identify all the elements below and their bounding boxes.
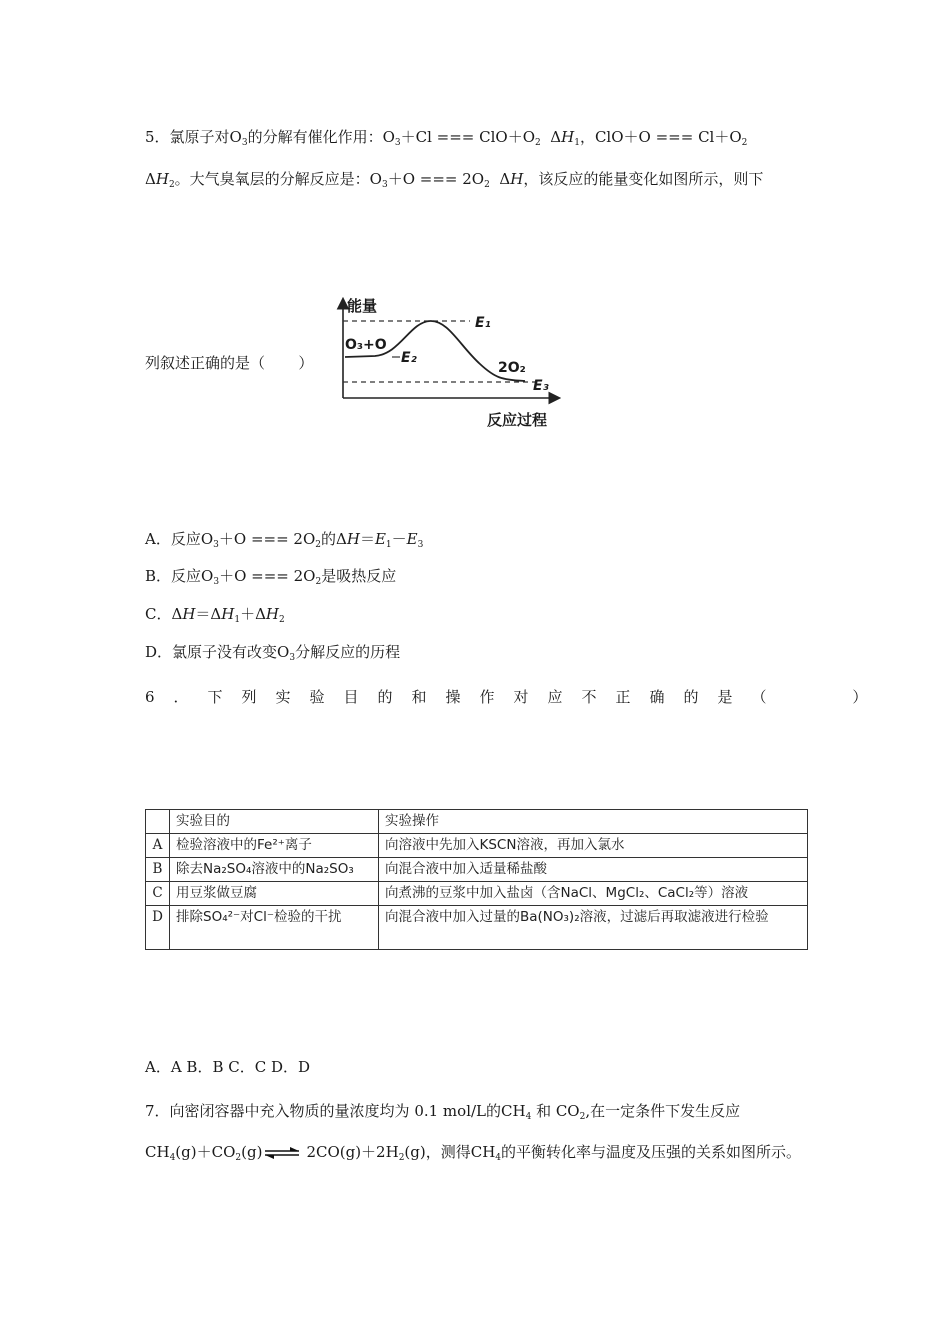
q5-line-3: 列叙述正确的是（ ） <box>145 354 314 372</box>
table-cell: 向溶液中先加入KSCN溶液，再加入氯水 <box>379 834 808 858</box>
table-row <box>146 858 808 882</box>
q6-stem: 6．下列实验目的和操作对应不正确的是（ ） <box>145 688 887 706</box>
q7-line-2: $CH_4(g)+CO_2(g)$ $2CO(g)+2H_2(g)$，测得$CH_4$的平衡转化率与温度及压强的关系如图所示。 <box>145 1143 802 1163</box>
table-header-row <box>146 810 808 834</box>
table-cell: 向混合液中加入过量的Ba(NO₃)₂溶液，过滤后再取滤液进行检验 <box>379 906 808 950</box>
q5-line-2: $\Delta H_2$。大气臭氧层的分解反应是：$O_3+O$ === $2O_2$ ΔH，该反应的能量变化如图所示，则下 <box>145 170 764 190</box>
table-header-cell: 实验目的 <box>170 810 379 834</box>
experiment-table <box>145 809 808 950</box>
x-axis-label: 反应过程 <box>487 411 548 429</box>
q5-option-a: A．反应$O_3+O$ === $2O_2$的$\Delta H=E_1-E_3$ <box>145 530 424 550</box>
table-cell: 排除SO₄²⁻对Cl⁻检验的干扰 <box>170 906 379 950</box>
table-cell: 用豆浆做豆腐 <box>170 882 379 906</box>
table-cell: B <box>146 858 170 882</box>
e3-label: E₃ <box>533 378 549 394</box>
energy-diagram <box>330 290 570 430</box>
y-axis-label: 能量 <box>347 297 378 315</box>
table-row <box>146 906 808 950</box>
table-cell: 检验溶液中的Fe²⁺离子 <box>170 834 379 858</box>
q5-option-b: B．反应$O_3+O$ === $2O_2$是吸热反应 <box>145 567 397 587</box>
q5-option-d: D．氯原子没有改变$O_3$分解反应的历程 <box>145 643 401 663</box>
table-row <box>146 882 808 906</box>
q5-option-c: C．$\Delta H=\Delta H_1+\Delta H_2$ <box>145 605 285 625</box>
table-cell: D <box>146 906 170 950</box>
q7-line-1: 7．向密闭容器中充入物质的量浓度均为 0.1 mol/L的$CH_4$ 和 $CO_2$,在一定条件下发生反应 <box>145 1102 741 1122</box>
table-cell: 向煮沸的豆浆中加入盐卤（含NaCl、MgCl₂、CaCl₂等）溶液 <box>379 882 808 906</box>
q6-answers: A．A B．B C．C D．D <box>145 1058 311 1076</box>
table-header-cell <box>146 810 170 834</box>
table-cell: C <box>146 882 170 906</box>
e2-label: E₂ <box>401 350 417 366</box>
product-label: 2O₂ <box>498 360 526 376</box>
q5-line-1: 5．氯原子对$O_3$的分解有催化作用：$O_3+Cl$ === $ClO+O_2$ $\Delta H_1$，ClO＋O === $Cl+O_2$ <box>145 128 748 148</box>
table-cell: 向混合液中加入适量稀盐酸 <box>379 858 808 882</box>
table-row <box>146 834 808 858</box>
table-cell: A <box>146 834 170 858</box>
reactant-label: O₃+O <box>345 337 387 353</box>
table-header-cell: 实验操作 <box>379 810 808 834</box>
table-cell: 除去Na₂SO₄溶液中的Na₂SO₃ <box>170 858 379 882</box>
equilibrium-arrow-icon <box>264 1147 300 1159</box>
e1-label: E₁ <box>475 315 491 331</box>
